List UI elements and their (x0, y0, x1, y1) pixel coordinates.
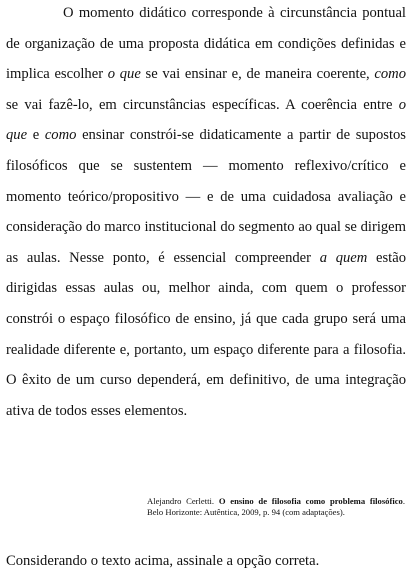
citation-line (147, 496, 405, 507)
paragraph-line (6, 157, 406, 175)
italic-text: a quem (319, 249, 368, 266)
citation-text: Belo Horizonte: Autêntica, 2009, p. 94 (com adaptações). (147, 507, 345, 517)
text-run: estão (367, 249, 406, 266)
text-run: as aulas. Nesse ponto, é essencial compreender (6, 249, 320, 266)
text-run: O êxito de um curso dependerá, em definitivo, de uma integração (6, 372, 406, 389)
text-run: dirigidas essas aulas ou, melhor ainda, com quem o professor (6, 280, 406, 297)
text-run: consideração do marco institucional do segmento ao qual se dirigem (6, 219, 406, 236)
text-run: realidade diferente e, portanto, um espaço diferente para a filosofia. (6, 341, 406, 358)
citation-text: . (402, 496, 405, 506)
paragraph-line (6, 310, 406, 328)
text-run: implica escolher (6, 66, 108, 83)
book-title: O ensino de filosofia como problema filosófico (218, 496, 403, 506)
text-run: se vai ensinar e, de maneira coerente, (140, 66, 375, 83)
text-run: e (27, 127, 45, 144)
text-run: ativa de todos esses elementos. (6, 402, 188, 419)
text-run: ensinar constrói-se didaticamente a partir de supostos (76, 127, 406, 144)
italic-text: como (374, 66, 407, 83)
paragraph-line (6, 218, 406, 236)
text-run: constrói o espaço filosófico de ensino, já que cada grupo será uma (6, 311, 406, 327)
text-run: O momento didático corresponde à circunstância pontual (63, 5, 406, 21)
paragraph-line (6, 35, 406, 53)
paragraph-line (6, 402, 406, 420)
text-run: filosóficos que se sustentem — momento reflexivo/crítico e (6, 158, 406, 174)
text-run: de organização de uma proposta didática em condições definidas e (6, 35, 406, 52)
paragraph-line (6, 188, 406, 206)
text-run: se vai fazê-lo, em circunstâncias específicas. A coerência entre (6, 96, 399, 113)
italic-text: como (44, 127, 77, 144)
citation-text: Alejandro Cerletti. (147, 496, 219, 506)
italic-text: o (398, 96, 406, 113)
paragraph-line (6, 126, 406, 144)
paragraph-line (63, 4, 406, 22)
citation-line (147, 507, 405, 518)
question-prompt: Considerando o texto acima, assinale a opção correta. (6, 553, 320, 569)
italic-text: que (6, 127, 28, 144)
paragraph-line (6, 96, 406, 114)
paragraph-line (6, 65, 406, 83)
italic-text: o que (107, 66, 141, 83)
paragraph-line (6, 341, 406, 359)
paragraph-line (6, 279, 406, 297)
paragraph-line (6, 249, 406, 267)
paragraph-line (6, 371, 406, 389)
text-run: momento teórico/propositivo — e de uma cuidadosa avaliação e (6, 188, 406, 205)
